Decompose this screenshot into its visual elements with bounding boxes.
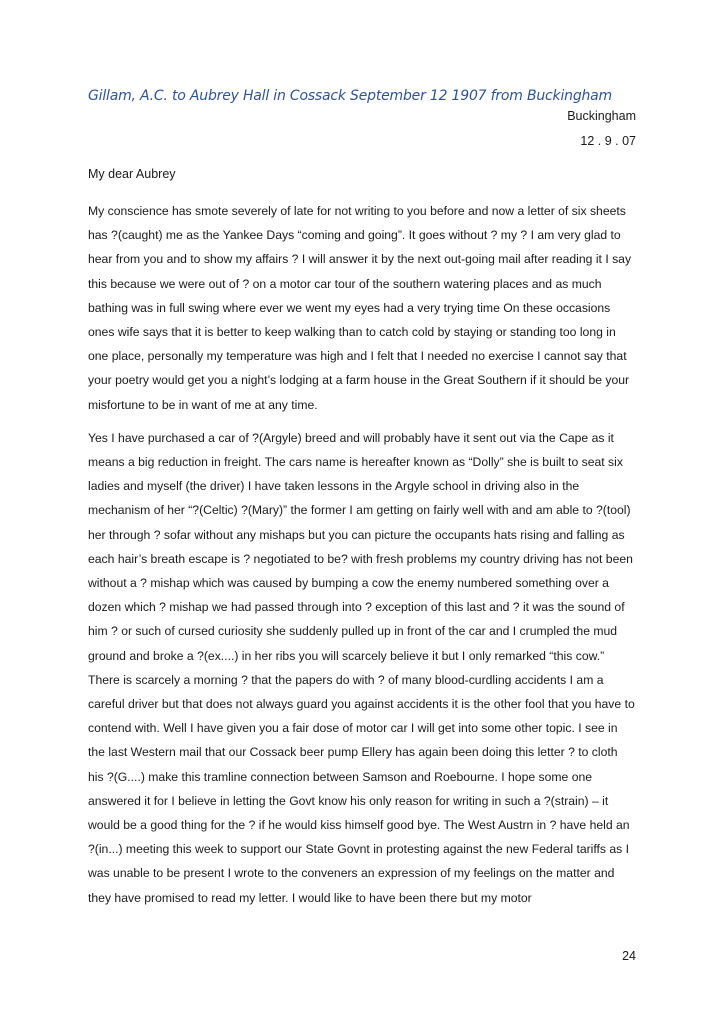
paragraph-1: My conscience has smote severely of late for not writing to you before and now a letter of six sheets has ?(caught) me as the Yankee Days “coming and going”. It goes without ? my ? I am very glad to hear from you and to show my affairs ? I will answer it by the next out-going mail after reading it I say this because we were out of ? on a motor car tour of the southern watering places and as much bathing was in full swing where ever we went my eyes had a very trying time On these occasions ones wife says that it is better to keep walking than to catch cold by staying or standing too long in one place, personally my temperature was high and I felt that I needed no exercise I cannot say that your poetry would get you a night’s lodging at a farm house in the Great Southern if it should be your misfortune to be in want of me at any time. bbox=[88, 204, 632, 412]
document-title: Gillam, A.C. to Aubrey Hall in Cossack September 12 1907 from Buckingham bbox=[88, 88, 612, 104]
letter-body bbox=[88, 199, 636, 919]
paragraph-2: Yes I have purchased a car of ?(Argyle) breed and will probably have it sent out via the Cape as it means a big reduction in freight. The cars name is hereafter known as “Dolly” she is built to seat six ladies and myself (the driver) I have taken lessons in the Argyle school in driving also in the mechanism of her “?(Celtic) ?(Mary)” the former I am getting on fairly well with and am able to ?(tool) her through ? sofar without any mishaps but you can picture the occupants hats rising and falling as each hair’s breath escape is ? negotiated to be? with fresh problems my country driving has not been without a ? mishap which was caused by bumping a cow the enemy numbered something over a dozen which ? mishap we had passed through into ? exception of this last and ? it was the sound of him ? or such of cursed curiosity she suddenly pulled up in front of the car and I crumpled the mud ground and broke a ?(ex....) in her ribs you will scarcely believe it but I only remarked “this cow.” There is scarcely a morning ? that the papers do with ? of many blood-curdling accidents I am a careful driver but that does not always guard you against accidents it is the other fool that you have to contend with. Well I have given you a fair dose of motor car I will get into some other topic. I see in the last Western mail that our Cossack beer pump Ellery has again been doing this letter ? to cloth his ?(G....) make this tramline connection between Samson and Roebourne. I hope some one answered it for I believe in letting the Govt know his only reason for writing in such a ?(strain) – it would be a good thing for the ? if he would kiss himself good bye. The West Austrn in ? have held an ?(in...) meeting this week to support our State Govnt in protesting against the new Federal tariffs as I was unable to be present I wrote to the conveners an expression of my feelings on the matter and they have promised to read my letter. I would like to have been there but my motor bbox=[88, 430, 635, 905]
letter-date: 12 . 9 . 07 bbox=[580, 134, 636, 148]
salutation: My dear Aubrey bbox=[88, 167, 176, 181]
letter-place: Buckingham bbox=[567, 109, 636, 123]
page-number: 24 bbox=[622, 949, 636, 963]
